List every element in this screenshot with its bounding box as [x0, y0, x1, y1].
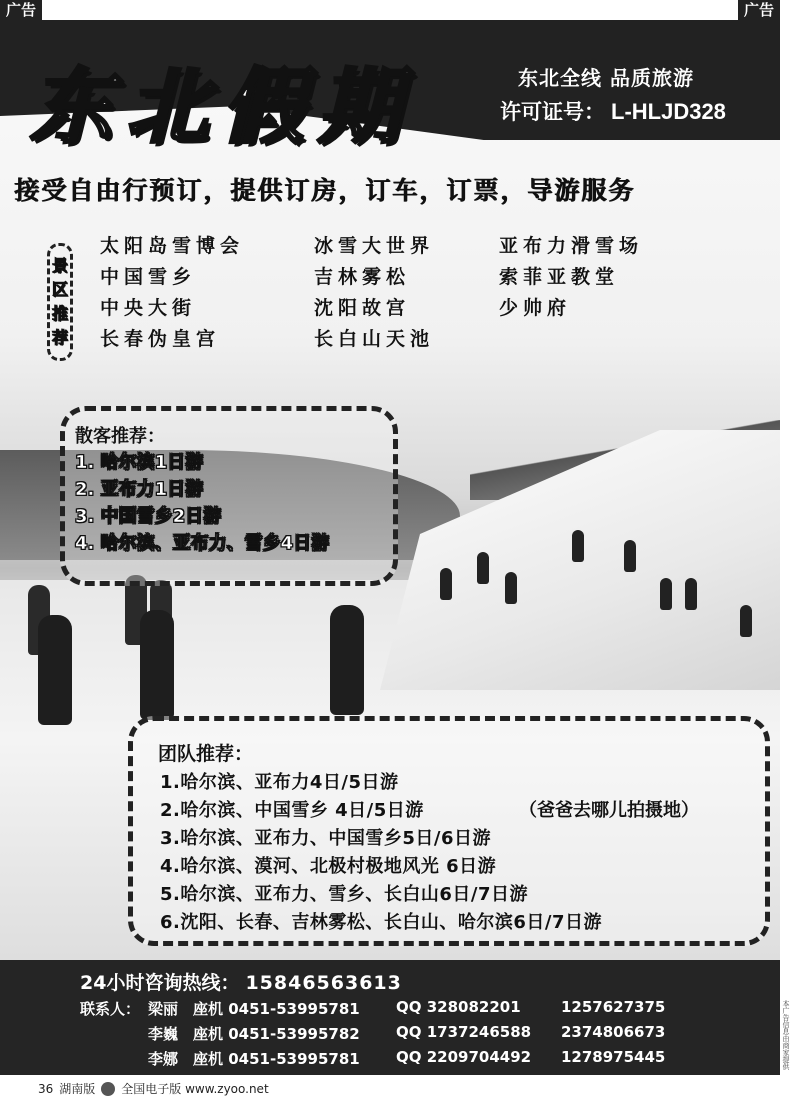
skier-figure [740, 605, 752, 637]
individual-tour-item: 2. 亚布力1日游 [75, 479, 204, 500]
skier-figure [660, 578, 672, 610]
edition-label: 湖南版 [59, 1082, 96, 1096]
attractions-tag-char: 荐 [51, 328, 68, 347]
group-tour-item: 2.哈尔滨、中国雪乡 4日/5日游 [160, 800, 424, 821]
contact-phone: 座机 0451-53995782 [193, 1025, 360, 1043]
contact-qq-alt: 1278975445 [561, 1048, 666, 1066]
group-tour-item: 4.哈尔滨、漠河、北极村极地风光 6日游 [160, 856, 497, 877]
group-tour-item: 5.哈尔滨、亚布力、雪乡、长白山6日/7日游 [160, 884, 528, 905]
ad-tag-right: 广告 [738, 0, 780, 20]
license-number: L-HLJD328 [611, 99, 726, 124]
individual-tours-title: 散客推荐： [75, 426, 165, 447]
individual-tour-item: 1. 哈尔滨1日游 [75, 452, 204, 473]
individual-tour-item: 3. 中国雪乡2日游 [75, 506, 222, 527]
service-line: 接受自由行预订，提供订房，订车，订票，导游服务 [14, 176, 636, 205]
group-tour-note: （爸爸去哪儿拍摄地） [519, 800, 699, 821]
contact-footer [0, 960, 780, 1075]
skier-figure [572, 530, 584, 562]
skier-figure [140, 610, 174, 720]
page-footer [38, 1080, 269, 1097]
attraction-item: 索菲亚教堂 [499, 266, 620, 288]
publisher-logo-icon [101, 1082, 115, 1096]
attractions-tag-char: 推 [51, 304, 68, 323]
contact-qq: QQ 1737246588 [396, 1023, 532, 1041]
contact-phone: 座机 0451-53995781 [193, 1050, 360, 1068]
skier-figure [440, 568, 452, 600]
skier-figure [477, 552, 489, 584]
license [500, 96, 726, 126]
skier-figure [38, 615, 72, 725]
header [0, 20, 780, 155]
attraction-item: 太阳岛雪博会 [100, 235, 245, 257]
group-tour-item: 3.哈尔滨、亚布力、中国雪乡5日/6日游 [160, 828, 491, 849]
attraction-item: 亚布力滑雪场 [499, 235, 644, 257]
skier-figure [685, 578, 697, 610]
attraction-item: 长白山天池 [314, 328, 435, 350]
page-number: 36 [38, 1081, 54, 1096]
contacts-label: 联系人： [80, 1000, 141, 1018]
contact-qq: QQ 2209704492 [396, 1048, 532, 1066]
group-tour-item: 6.沈阳、长春、吉林雾松、长白山、哈尔滨6日/7日游 [160, 912, 602, 933]
hotline-label: 24小时咨询热线： [80, 972, 240, 994]
attraction-item: 少帅府 [499, 297, 572, 319]
group-tours-title: 团队推荐： [158, 743, 254, 765]
license-label: 许可证号： [500, 100, 605, 124]
slogan: 东北全线 品质旅游 [518, 66, 694, 90]
attraction-item: 中国雪乡 [100, 266, 197, 288]
attraction-item: 吉林雾松 [314, 266, 411, 288]
skier-figure [330, 605, 364, 715]
group-tour-item: 1.哈尔滨、亚布力4日/5日游 [160, 772, 399, 793]
skier-figure [624, 540, 636, 572]
contact-name: 李巍 [148, 1025, 179, 1043]
attractions-tag-char: 景 [51, 256, 68, 275]
contact-qq-alt: 2374806673 [561, 1023, 666, 1041]
hotline-number: 15846563613 [245, 972, 402, 994]
attraction-item: 冰雪大世界 [314, 235, 435, 257]
website-link[interactable]: 全国电子版 www.zyoo.net [121, 1082, 269, 1096]
contact-name: 李娜 [148, 1050, 179, 1068]
brand-title: 东北假期 [30, 59, 414, 155]
attraction-item: 中央大街 [100, 297, 197, 319]
skier-figure [505, 572, 517, 604]
contact-qq-alt: 1257627375 [561, 998, 666, 1016]
advert-page [0, 20, 780, 1075]
contact-qq: QQ 328082201 [396, 998, 521, 1016]
hotline [80, 968, 402, 995]
ad-tag-left: 广告 [0, 0, 42, 20]
attraction-item: 沈阳故宫 [314, 297, 411, 319]
attractions-tag-char: 区 [51, 280, 68, 299]
attractions-tag [47, 243, 73, 361]
contact-name: 梁丽 [148, 1000, 179, 1018]
contact-phone: 座机 0451-53995781 [193, 1000, 360, 1018]
individual-tour-item: 4. 哈尔滨、亚布力、雪乡4日游 [75, 533, 330, 554]
side-disclaimer: 本广告信息由商家提供 [782, 1000, 790, 1070]
attraction-item: 长春伪皇宫 [100, 328, 221, 350]
